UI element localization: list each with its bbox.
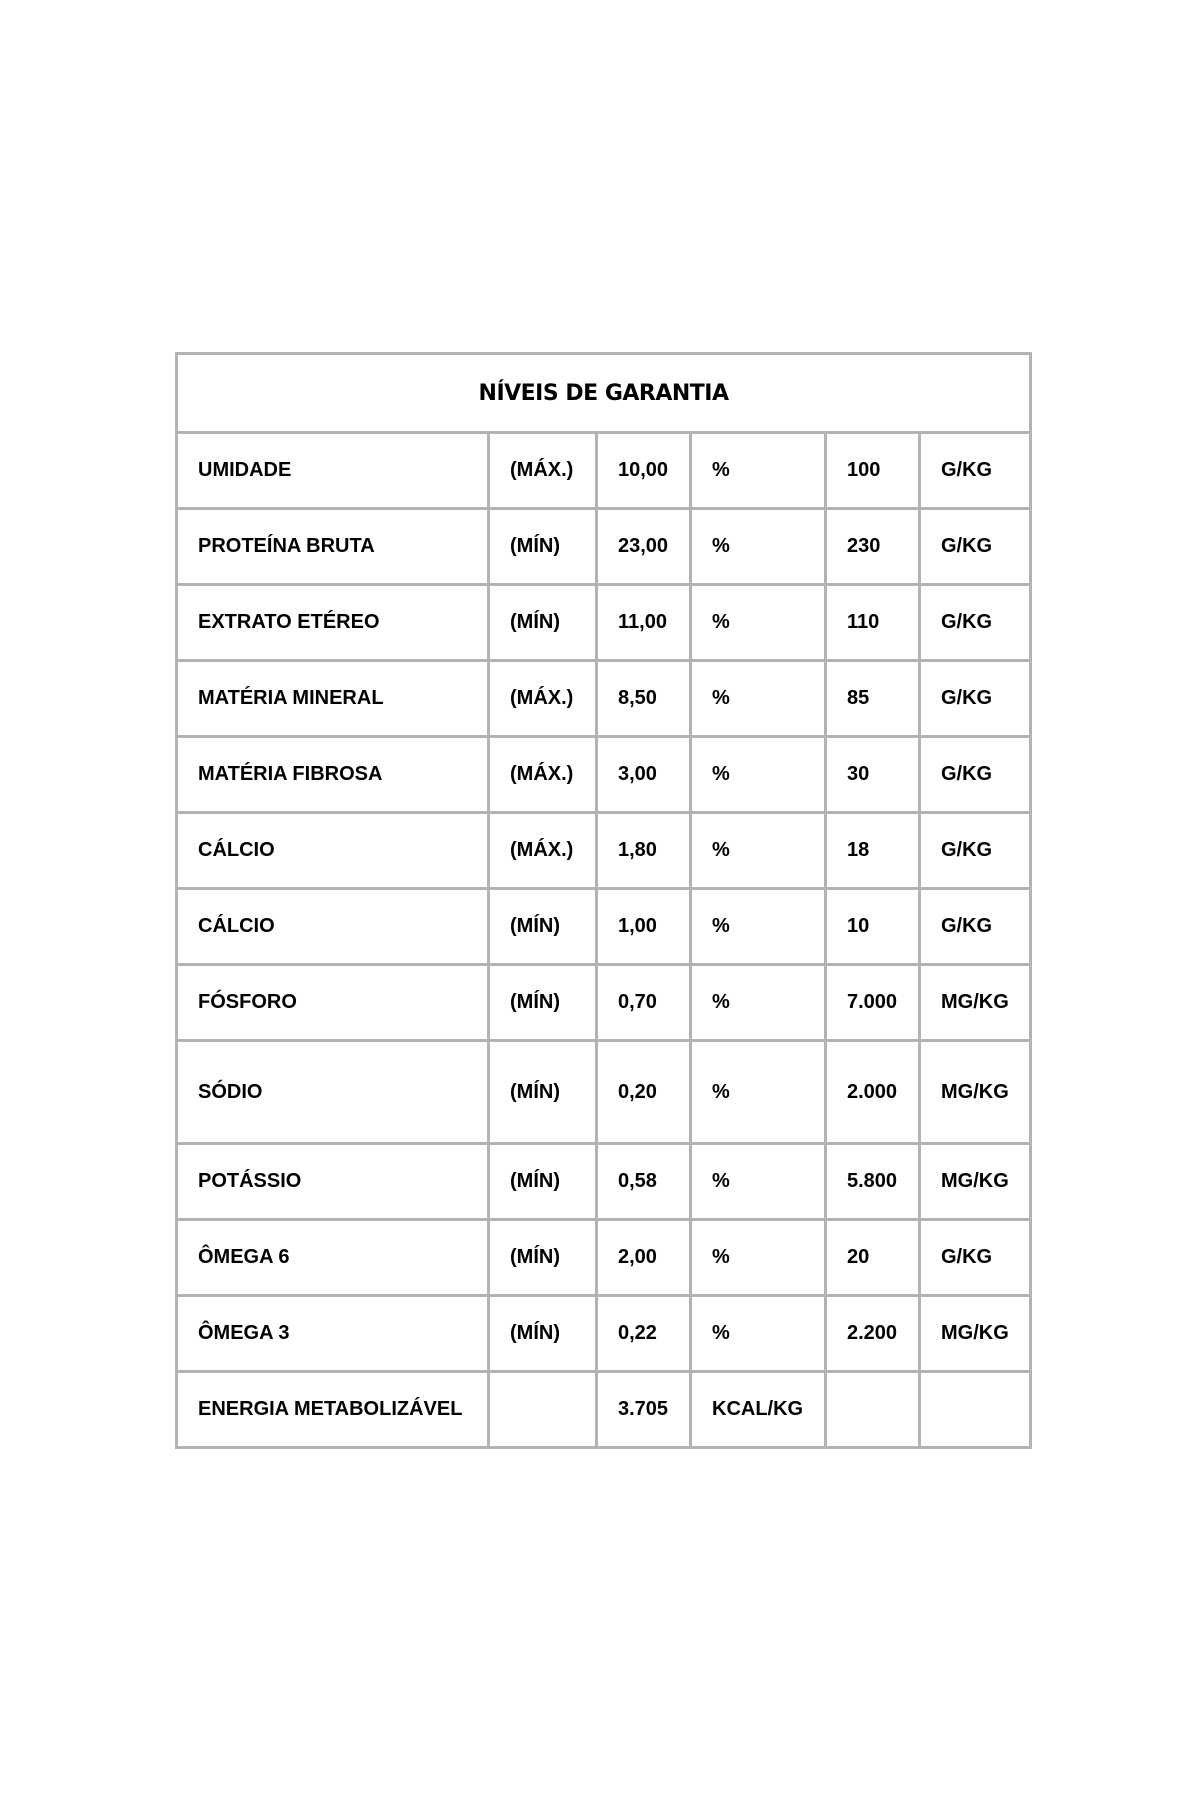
table-row bbox=[177, 813, 1031, 889]
limit-type: (MÍN) bbox=[489, 889, 597, 965]
mass-value: 10 bbox=[826, 889, 920, 965]
mass-value: 2.000 bbox=[826, 1041, 920, 1144]
percent-unit: % bbox=[691, 509, 826, 585]
nutrient-name: SÓDIO bbox=[177, 1041, 489, 1144]
mass-value: 20 bbox=[826, 1220, 920, 1296]
limit-type: (MÍN) bbox=[489, 1220, 597, 1296]
mass-value: 110 bbox=[826, 585, 920, 661]
percent-unit: % bbox=[691, 1296, 826, 1372]
limit-type: (MÁX.) bbox=[489, 813, 597, 889]
nutrient-name: FÓSFORO bbox=[177, 965, 489, 1041]
guarantee-levels-table bbox=[175, 352, 1032, 1449]
mass-value: 18 bbox=[826, 813, 920, 889]
limit-type: (MÁX.) bbox=[489, 737, 597, 813]
percent-unit: % bbox=[691, 889, 826, 965]
percent-value: 3.705 bbox=[597, 1372, 691, 1448]
nutrient-name: MATÉRIA MINERAL bbox=[177, 661, 489, 737]
mass-unit: G/KG bbox=[920, 737, 1031, 813]
limit-type: (MÍN) bbox=[489, 965, 597, 1041]
percent-unit: % bbox=[691, 813, 826, 889]
table-row bbox=[177, 433, 1031, 509]
table-row bbox=[177, 1296, 1031, 1372]
limit-type bbox=[489, 1372, 597, 1448]
percent-unit: % bbox=[691, 585, 826, 661]
mass-unit: G/KG bbox=[920, 509, 1031, 585]
table-row bbox=[177, 889, 1031, 965]
percent-value: 0,22 bbox=[597, 1296, 691, 1372]
mass-unit: MG/KG bbox=[920, 1144, 1031, 1220]
nutrient-name: POTÁSSIO bbox=[177, 1144, 489, 1220]
percent-unit: % bbox=[691, 433, 826, 509]
percent-value: 3,00 bbox=[597, 737, 691, 813]
mass-value: 2.200 bbox=[826, 1296, 920, 1372]
percent-value: 1,00 bbox=[597, 889, 691, 965]
table-row bbox=[177, 661, 1031, 737]
mass-value: 85 bbox=[826, 661, 920, 737]
table-title-row bbox=[177, 354, 1031, 433]
mass-value: 30 bbox=[826, 737, 920, 813]
mass-unit: MG/KG bbox=[920, 965, 1031, 1041]
percent-value: 1,80 bbox=[597, 813, 691, 889]
limit-type: (MÍN) bbox=[489, 1041, 597, 1144]
percent-value: 2,00 bbox=[597, 1220, 691, 1296]
mass-unit: G/KG bbox=[920, 889, 1031, 965]
limit-type: (MÍN) bbox=[489, 1296, 597, 1372]
percent-value: 23,00 bbox=[597, 509, 691, 585]
table-row bbox=[177, 1220, 1031, 1296]
nutrient-name: ÔMEGA 6 bbox=[177, 1220, 489, 1296]
percent-unit: KCAL/KG bbox=[691, 1372, 826, 1448]
mass-value: 230 bbox=[826, 509, 920, 585]
nutrient-name: MATÉRIA FIBROSA bbox=[177, 737, 489, 813]
percent-value: 8,50 bbox=[597, 661, 691, 737]
percent-value: 0,58 bbox=[597, 1144, 691, 1220]
percent-value: 0,70 bbox=[597, 965, 691, 1041]
percent-unit: % bbox=[691, 1220, 826, 1296]
percent-unit: % bbox=[691, 1041, 826, 1144]
mass-unit: MG/KG bbox=[920, 1296, 1031, 1372]
mass-value: 7.000 bbox=[826, 965, 920, 1041]
mass-unit: G/KG bbox=[920, 813, 1031, 889]
percent-unit: % bbox=[691, 1144, 826, 1220]
table-row bbox=[177, 1041, 1031, 1144]
nutrient-name: PROTEÍNA BRUTA bbox=[177, 509, 489, 585]
table-row bbox=[177, 509, 1031, 585]
table-title: NÍVEIS DE GARANTIA bbox=[177, 354, 1031, 433]
percent-value: 0,20 bbox=[597, 1041, 691, 1144]
mass-unit: G/KG bbox=[920, 585, 1031, 661]
mass-unit: G/KG bbox=[920, 661, 1031, 737]
mass-value: 100 bbox=[826, 433, 920, 509]
table-row bbox=[177, 965, 1031, 1041]
mass-unit: MG/KG bbox=[920, 1041, 1031, 1144]
mass-unit: G/KG bbox=[920, 433, 1031, 509]
mass-value bbox=[826, 1372, 920, 1448]
percent-value: 10,00 bbox=[597, 433, 691, 509]
mass-value: 5.800 bbox=[826, 1144, 920, 1220]
nutrient-name: CÁLCIO bbox=[177, 889, 489, 965]
nutrient-name: UMIDADE bbox=[177, 433, 489, 509]
percent-value: 11,00 bbox=[597, 585, 691, 661]
percent-unit: % bbox=[691, 661, 826, 737]
nutrient-name: EXTRATO ETÉREO bbox=[177, 585, 489, 661]
nutrient-name: ÔMEGA 3 bbox=[177, 1296, 489, 1372]
limit-type: (MÍN) bbox=[489, 585, 597, 661]
table-row bbox=[177, 1372, 1031, 1448]
percent-unit: % bbox=[691, 965, 826, 1041]
nutrient-name: CÁLCIO bbox=[177, 813, 489, 889]
table-row bbox=[177, 737, 1031, 813]
table-row bbox=[177, 1144, 1031, 1220]
limit-type: (MÍN) bbox=[489, 509, 597, 585]
limit-type: (MÍN) bbox=[489, 1144, 597, 1220]
limit-type: (MÁX.) bbox=[489, 661, 597, 737]
mass-unit: G/KG bbox=[920, 1220, 1031, 1296]
table-row bbox=[177, 585, 1031, 661]
limit-type: (MÁX.) bbox=[489, 433, 597, 509]
mass-unit bbox=[920, 1372, 1031, 1448]
nutrient-name: ENERGIA METABOLIZÁVEL bbox=[177, 1372, 489, 1448]
percent-unit: % bbox=[691, 737, 826, 813]
